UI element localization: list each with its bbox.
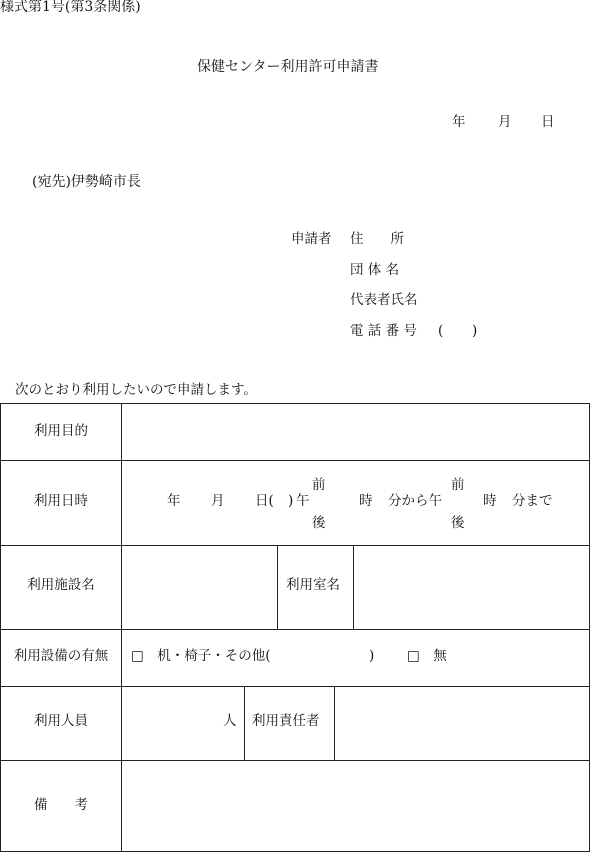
address-label: 住 所 <box>350 231 404 247</box>
manager-label: 利用責任者 <box>252 713 320 729</box>
purpose-field[interactable] <box>122 404 589 460</box>
datetime-label: 利用日時 <box>34 493 88 509</box>
dt-month: 月 <box>211 493 225 509</box>
remarks-label: 備 考 <box>34 797 88 813</box>
group-label: 団 体 名 <box>350 262 400 278</box>
equipment-label: 利用設備の有無 <box>13 648 109 664</box>
date-month: 月 <box>498 114 512 130</box>
application-table <box>0 403 590 852</box>
facility-field[interactable] <box>122 546 277 629</box>
equipment-yes-option[interactable]: □ 机・椅子・その他( <box>131 648 271 664</box>
dt-minute-from: 分から午 <box>388 493 442 509</box>
dt-hour2: 時 <box>483 493 497 509</box>
dt-day-open: 日( <box>255 493 274 509</box>
form-number: 様式第1号(第3条関係) <box>0 0 141 15</box>
people-label: 利用人員 <box>34 713 88 729</box>
dt-pm2: 後 <box>451 515 465 531</box>
row-divider <box>1 629 589 630</box>
dt-close-paren: ) <box>288 493 294 509</box>
dt-pm1: 後 <box>312 515 326 531</box>
page-title: 保健センター利用許可申請書 <box>197 59 379 75</box>
purpose-label: 利用目的 <box>34 423 88 439</box>
facility-divider <box>277 545 278 629</box>
room-label: 利用室名 <box>286 577 340 593</box>
date-day: 日 <box>541 114 555 130</box>
people-divider <box>244 686 245 760</box>
phone-label: 電 話 番 号 <box>350 323 417 339</box>
equipment-yes-close: ) <box>369 648 375 664</box>
dt-year: 年 <box>167 493 181 509</box>
dt-am2: 前 <box>451 477 465 493</box>
people-unit: 人 <box>223 713 237 729</box>
dt-hour1: 時 <box>359 493 373 509</box>
dt-am1: 前 <box>312 477 326 493</box>
intro-text: 次のとおり利用したいので申請します。 <box>15 382 257 398</box>
remarks-field[interactable] <box>122 761 589 851</box>
dt-noon1: 午 <box>296 493 310 509</box>
room-field[interactable] <box>354 546 589 629</box>
datetime-field[interactable] <box>122 461 589 545</box>
manager-field[interactable] <box>335 687 589 760</box>
equipment-no-option[interactable]: □ 無 <box>407 648 447 664</box>
phone-paren-close: ) <box>472 323 478 339</box>
facility-label: 利用施設名 <box>27 577 95 593</box>
applicant-heading: 申請者 <box>291 231 332 247</box>
phone-paren-open: ( <box>438 323 444 339</box>
addressee: (宛先)伊勢崎市長 <box>32 174 141 190</box>
representative-label: 代表者氏名 <box>350 292 418 308</box>
date-year: 年 <box>452 114 466 130</box>
dt-minute-until: 分まで <box>512 493 553 509</box>
